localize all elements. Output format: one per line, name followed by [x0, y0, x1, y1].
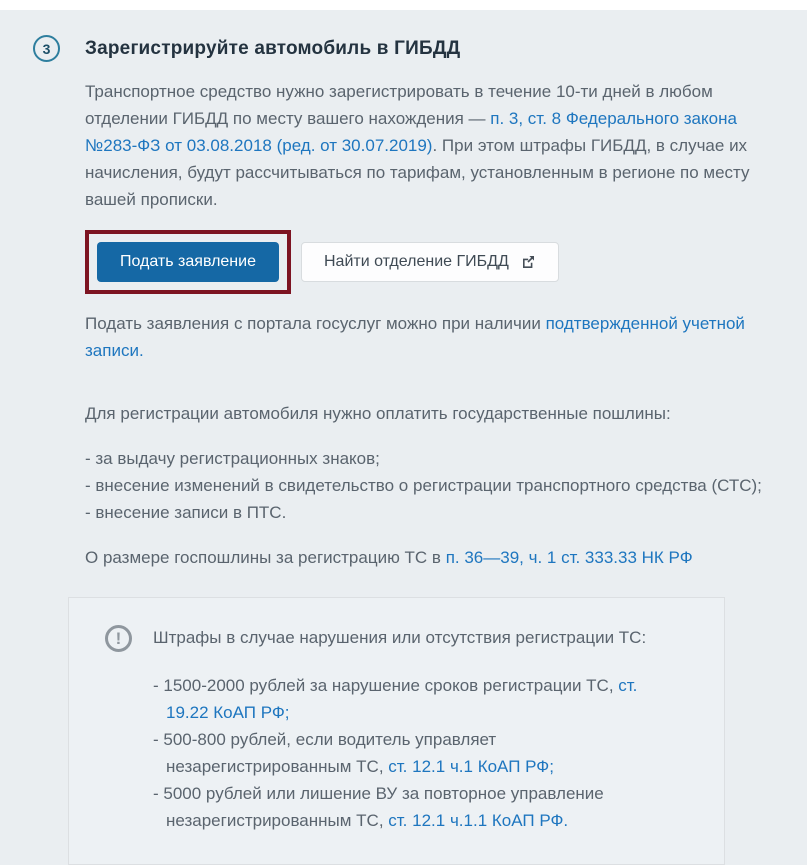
top-white-strip	[0, 0, 807, 10]
penalty-list-item	[153, 672, 673, 726]
fees-list-item: - внесение записи в ПТС.	[85, 503, 287, 522]
penalties-title: Штрафы в случае нарушения или отсутствия регистрации ТС:	[153, 628, 647, 647]
account-note-paragraph	[85, 310, 757, 364]
inline-text-link[interactable]: ст. 19.22 КоАП РФ;	[166, 676, 638, 722]
step-number: 3	[42, 40, 51, 57]
inline-text-link[interactable]: подтвержденной учетной записи.	[85, 314, 745, 360]
exclamation-circle-icon	[105, 625, 132, 652]
instruction-step-section	[0, 10, 807, 865]
inline-text-link[interactable]: п. 3, ст. 8 Федерального закона №283-ФЗ от 03.08.2018 (ред. от 30.07.2019)	[85, 109, 737, 155]
highlight-annotation-box	[85, 230, 291, 294]
exclamation-glyph: !	[115, 628, 122, 648]
step-title: Зарегистрируйте автомобиль в ГИБДД	[85, 37, 461, 59]
text-segment: . При этом штрафы ГИБДД, в случае их начисления, будут рассчитываться по тарифам, установленным в регионе по месту вашей прописки.	[85, 136, 750, 209]
step-number-circle-icon	[33, 35, 60, 62]
text-segment: - 1500-2000 рублей за нарушение сроков регистрации ТС,	[153, 676, 619, 695]
penalties-list	[153, 672, 673, 834]
find-gibdd-office-label: Найти отделение ГИБДД	[323, 253, 509, 270]
step-header	[33, 35, 767, 62]
penalties-content	[153, 624, 673, 834]
penalties-warning-box	[68, 597, 725, 865]
fees-list-item: - внесение изменений в свидетельство о регистрации транспортного средства (СТС);	[85, 476, 762, 495]
find-gibdd-office-button[interactable]	[301, 242, 559, 282]
submit-application-button[interactable]: Подать заявление	[97, 242, 279, 282]
action-buttons-row	[85, 230, 767, 294]
text-segment: О размере госпошлины за регистрацию ТС в	[85, 548, 446, 567]
inline-text-link[interactable]: п. 36—39, ч. 1 ст. 333.33 НК РФ	[445, 548, 693, 567]
fees-list-item: - за выдачу регистрационных знаков;	[85, 449, 380, 468]
external-link-icon	[520, 254, 536, 270]
fees-heading: Для регистрации автомобиля нужно оплатить государственные пошлины:	[85, 404, 671, 423]
text-segment: - 5000 рублей или лишение ВУ за повторное управление незарегистрированным ТС,	[153, 784, 604, 830]
fees-size-note	[85, 544, 757, 571]
fees-list	[85, 445, 767, 526]
intro-paragraph	[85, 78, 757, 213]
penalty-list-item	[153, 726, 673, 780]
inline-text-link[interactable]: ст. 12.1 ч.1 КоАП РФ;	[388, 757, 554, 776]
penalty-list-item	[153, 780, 673, 834]
text-segment: Транспортное средство нужно зарегистрировать в течение 10-ти дней в любом отделении ГИБДД по месту вашего нахождения —	[85, 82, 713, 128]
inline-text-link[interactable]: ст. 12.1 ч.1.1 КоАП РФ.	[388, 811, 569, 830]
text-segment: Подать заявления с портала госуслуг можно при наличии	[85, 314, 546, 333]
text-segment: - 500-800 рублей, если водитель управляет незарегистрированным ТС,	[153, 730, 497, 776]
